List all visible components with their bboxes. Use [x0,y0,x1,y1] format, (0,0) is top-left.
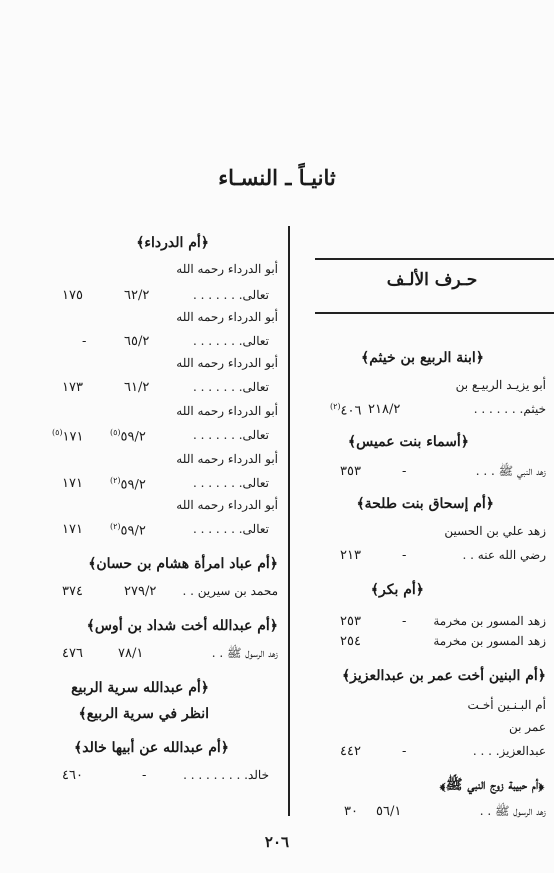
footnote-marker: (٢) [110,522,121,531]
page-ref: ٤٠٦ [340,403,362,419]
entry-heading: ﴿أم عبدالله أخت شداد بن أوس﴾ [86,618,278,634]
entry-text: زهد النبي ﷺ . . . [475,464,546,478]
entry-text: تعالى. . . . . . . [192,334,269,348]
entry-text: تعالى. . . . . . . [192,428,269,442]
volume-page-ref: ٦٢/٢ [124,288,150,303]
volume-page-ref: ٧٨/١ [118,646,144,661]
footnote-marker: (٢) [330,402,341,411]
entry-heading: انظر في سرية الربيع﴾ [78,706,209,722]
entry-heading: ﴿أم عباد امرأة هشام بن حسان﴾ [88,556,278,572]
dash: - [402,614,407,629]
section-rule-bottom [315,312,554,314]
entry-heading: ﴿أم عبدالله عن أبيها خالد﴾ [74,740,229,756]
entry-text: تعالى. . . . . . . [192,288,269,302]
page-ref: ١٧١ [62,429,84,445]
entry-text: خالد. . . . . . . . . [183,768,269,782]
entry-text: تعالى. . . . . . . [192,380,269,394]
page-ref-group [52,428,84,444]
entry-text: زهد علي بن الحسين [444,524,546,538]
dash: - [402,464,407,479]
page-ref: ٣٠ [344,804,358,819]
entry-text: تعالى. . . . . . . [192,522,269,536]
page-ref: - [82,334,87,349]
entry-heading: ﴿أم البنين أخت عمر بن عبدالعزيز﴾ [341,668,546,684]
page-ref: ٤٤٢ [340,744,361,759]
dash: - [402,548,407,563]
page-number: ٢٠٦ [264,833,290,851]
volume-page-ref: ٥٦/١ [376,804,402,819]
page-ref: ١٧٥ [62,288,83,303]
page-ref: ١٧٣ [62,380,83,395]
entry-text: أبو الدرداء رحمه الله [176,262,278,276]
page-ref: ٤٦٠ [62,768,83,783]
entry-text: خيثم. . . . . . . [473,402,546,416]
entry-text: زهد المسور بن مخرمة [433,614,546,628]
entry-text: عبدالعزيز. . . . [472,744,546,758]
page-ref-group [330,402,362,418]
volume-page-ref: ٢١٨/٢ [368,402,401,417]
ref-group [110,476,146,492]
entry-text: زهد المسور بن مخرمة [433,634,546,648]
page-ref: ١٧١ [62,476,83,491]
entry-text: أم البـنـين أخـت [467,698,546,712]
page-ref: ٣٧٤ [62,584,83,599]
page-ref: ٢٥٣ [340,614,361,629]
entry-heading: ﴿أسماء بنت عميس﴾ [347,434,469,450]
footnote-marker: (٥) [110,428,121,437]
page-ref: ١٧١ [62,522,83,537]
volume-page-ref: ٥٩/٢ [120,523,146,539]
entry-text: محمد بن سيرين . . [182,584,278,598]
section-title: حـرف الألـف [386,270,478,290]
entry-text: أبو الدرداء رحمه الله [176,310,278,324]
section-rule-top [315,258,554,260]
entry-text: تعالى. . . . . . . [192,476,269,490]
entry-heading: ﴿ابنة الربيع بن خيثم﴾ [361,350,484,366]
page-ref: ٢٥٤ [340,634,361,649]
volume-page-ref: ٦١/٢ [124,380,150,395]
volume-page-ref: ٦٥/٢ [124,334,150,349]
entry-text: رضي الله عنه . . [462,548,546,562]
entry-heading: ﴿أم عبدالله سرية الربيع [71,680,209,696]
page-ref: ٤٧٦ [62,646,83,661]
ref-group [110,428,146,444]
footnote-marker: (٢) [110,476,121,485]
page-ref: ٢١٣ [340,548,361,563]
column-divider [288,226,290,816]
footnote-marker: (٥) [52,428,63,437]
entry-text: زهد الرسول ﷺ . . [479,804,546,818]
volume-page-ref: ٢٧٩/٢ [124,584,157,599]
entry-text: أبو الدرداء رحمه الله [176,404,278,418]
entry-text: أبو الدرداء رحمه الله [176,452,278,466]
entry-heading: ﴿أم الدرداء﴾ [136,235,209,251]
entry-text: زهد الرسول ﷺ . . [211,646,278,660]
page-title: ثانيـاً ـ النسـاء [218,165,336,190]
page-ref: ٣٥٣ [340,464,361,479]
dash: - [402,744,407,759]
volume-page-ref: ٥٩/٢ [120,429,146,445]
entry-text: أبو الدرداء رحمه الله [176,498,278,512]
entry-text: عمر بن [508,720,546,734]
entry-text: أبو يزيـد الربيـع بن [455,378,546,392]
entry-heading: ﴿أم حبيبة زوج النبي ﷺ﴾ [439,777,544,793]
entry-heading: ﴿أم إسحاق بنت طلحة﴾ [356,496,494,512]
dash: - [142,768,147,783]
volume-page-ref: ٥٩/٢ [120,477,146,493]
ref-group [110,522,146,538]
entry-heading: ﴿أم بكر﴾ [370,582,424,598]
entry-text: أبو الدرداء رحمه الله [176,356,278,370]
